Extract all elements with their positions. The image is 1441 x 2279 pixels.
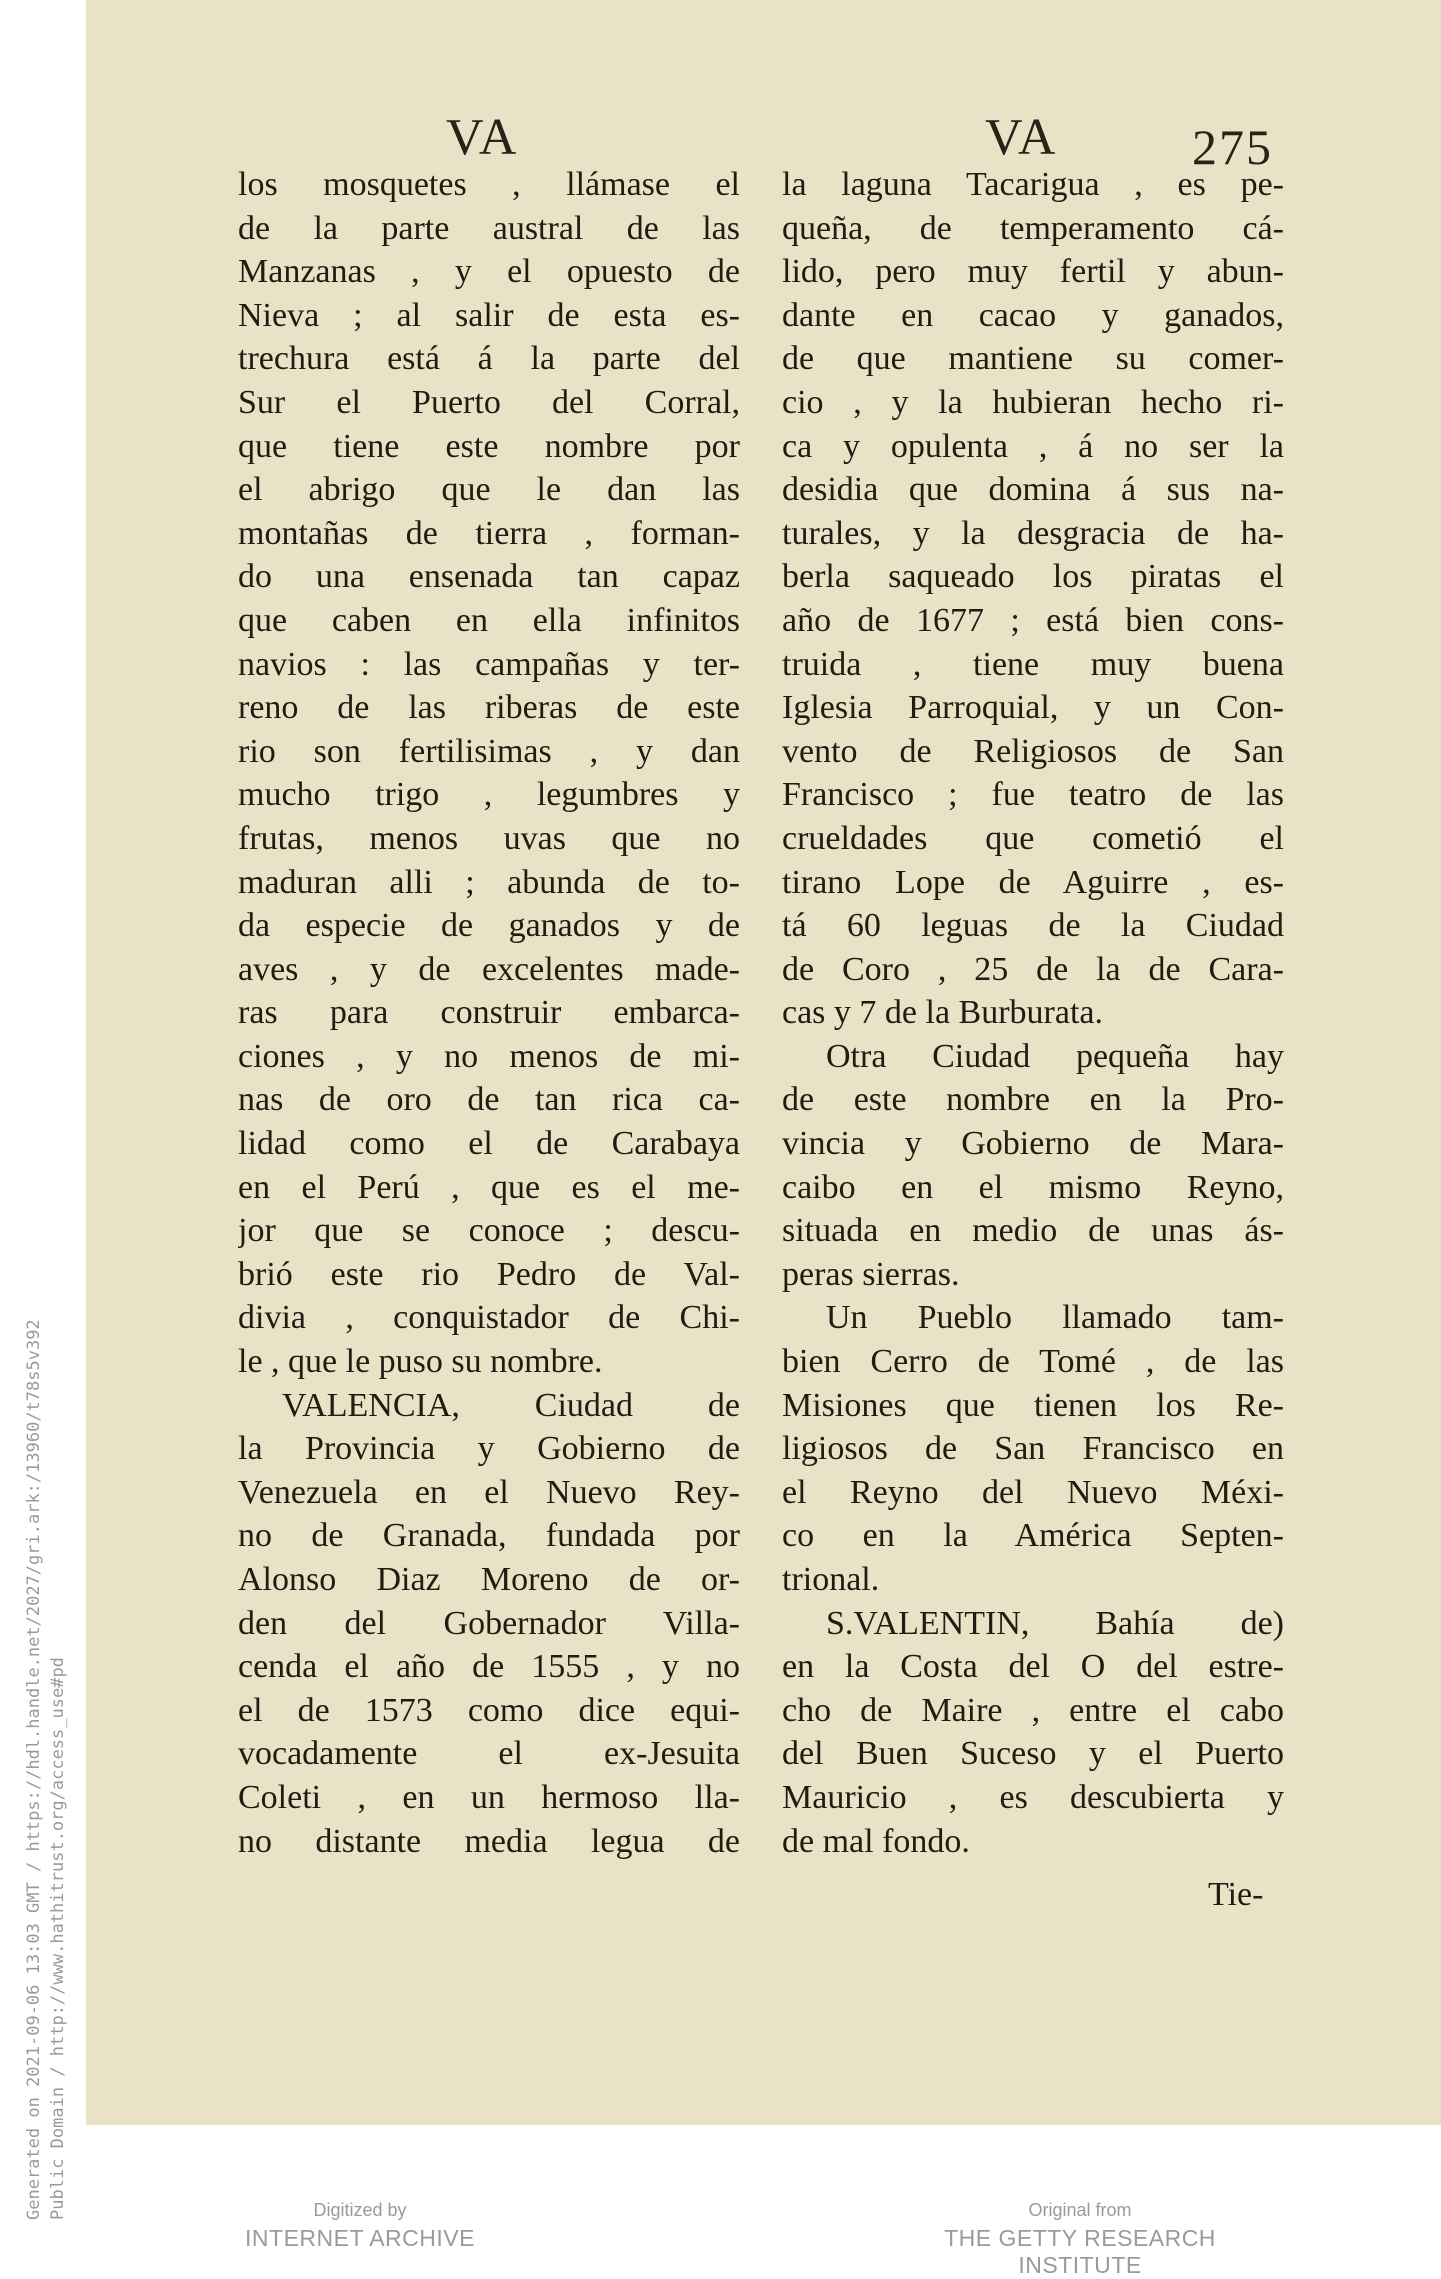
text-line: Mauricio , es descubierta y	[782, 1778, 1284, 1816]
text-line: lido, pero muy fertil y abun-	[782, 253, 1284, 291]
text-line: ligiosos de San Francisco en	[782, 1430, 1284, 1468]
text-line: no de Granada, fundada por	[238, 1517, 740, 1555]
original-from-label: Original from	[1028, 2200, 1132, 2220]
text-line: de este nombre en la Pro-	[782, 1081, 1284, 1119]
text-line: Un Pueblo llamado tam-	[826, 1299, 1284, 1337]
text-line: de la parte austral de las	[238, 209, 740, 247]
text-line: vincia y Gobierno de Mara-	[782, 1125, 1284, 1163]
text-line: brió este rio Pedro de Val-	[238, 1255, 740, 1293]
text-line: caibo en el mismo Reyno,	[782, 1168, 1284, 1206]
getty-institute-label: THE GETTY RESEARCH INSTITUTE	[944, 2225, 1216, 2278]
left-text-column	[238, 163, 740, 1863]
right-text-column	[782, 163, 1284, 1863]
text-line: maduran alli ; abunda de to-	[238, 863, 740, 901]
text-line: Nieva ; al salir de esta es-	[238, 296, 740, 334]
text-line: el Reyno del Nuevo Méxi-	[782, 1473, 1284, 1511]
text-line: Sur el Puerto del Corral,	[238, 383, 740, 421]
page-number: 275	[1192, 119, 1273, 175]
text-line: el de 1573 como dice equi-	[238, 1691, 740, 1729]
text-line: rio son fertilisimas , y dan	[238, 732, 740, 770]
entry-heading-line: S.VALENTIN, Bahía de)	[826, 1604, 1284, 1642]
text-line: la laguna Tacarigua , es pe-	[782, 166, 1284, 203]
text-line: ciones , y no menos de mi-	[238, 1037, 740, 1075]
text-line: del Buen Suceso y el Puerto	[782, 1735, 1284, 1773]
text-line: co en la América Septen-	[782, 1517, 1284, 1555]
text-line: tirano Lope de Aguirre , es-	[782, 863, 1284, 901]
watermark-line-2: Public Domain / http://www.hathitrust.org/access_use#pd	[48, 1657, 68, 2220]
text-line: vento de Religiosos de San	[782, 732, 1284, 770]
text-line: queña, de temperamento cá-	[782, 209, 1284, 247]
text-line: cio , y la hubieran hecho ri-	[782, 383, 1284, 421]
original-from-credit	[880, 2200, 1280, 2279]
digitized-by-credit	[230, 2200, 490, 2252]
text-line: bien Cerro de Tomé , de las	[782, 1343, 1284, 1381]
catchword: Tie-	[1208, 1876, 1264, 1913]
text-line: Francisco ; fue teatro de las	[782, 776, 1284, 814]
text-line: año de 1677 ; está bien cons-	[782, 601, 1284, 639]
text-line: aves , y de excelentes made-	[238, 950, 740, 988]
text-line: vocadamente el ex-Jesuita	[238, 1735, 740, 1773]
text-line: montañas de tierra , forman-	[238, 514, 740, 552]
text-line: berla saqueado los piratas el	[782, 558, 1284, 596]
text-line: no distante media legua de	[238, 1822, 740, 1860]
text-line: el abrigo que le dan las	[238, 471, 740, 509]
text-line: de Coro , 25 de la de Cara-	[782, 950, 1284, 988]
text-line: peras sierras.	[782, 1255, 960, 1293]
entry-heading-line: VALENCIA, Ciudad de	[282, 1386, 740, 1424]
text-line: ca y opulenta , á no ser la	[782, 427, 1284, 465]
text-line: nas de oro de tan rica ca-	[238, 1081, 740, 1119]
text-line: da especie de ganados y de	[238, 907, 740, 945]
right-running-head: VA	[985, 109, 1058, 166]
text-line: navios : las campañas y ter-	[238, 645, 740, 683]
text-line: tá 60 leguas de la Ciudad	[782, 907, 1284, 945]
text-line: Venezuela en el Nuevo Rey-	[238, 1473, 740, 1511]
text-line: los mosquetes , llámase el	[238, 166, 740, 203]
text-line: desidia que domina á sus na-	[782, 471, 1284, 509]
text-line: turales, y la desgracia de ha-	[782, 514, 1284, 552]
text-line: de mal fondo.	[782, 1822, 970, 1860]
text-line: jor que se conoce ; descu-	[238, 1212, 740, 1250]
text-line: Manzanas , y el opuesto de	[238, 253, 740, 291]
text-line: situada en medio de unas ás-	[782, 1212, 1284, 1250]
text-line: ras para construir embarca-	[238, 994, 740, 1032]
text-line: Otra Ciudad pequeña hay	[826, 1037, 1284, 1075]
text-line: que tiene este nombre por	[238, 427, 740, 465]
text-line: cho de Maire , entre el cabo	[782, 1691, 1284, 1729]
watermark-line-1: Generated on 2021-09-06 13:03 GMT / https://hdl.handle.net/2027/gri.ark:/13960/t78s5v392	[24, 1319, 44, 2220]
text-line: mucho trigo , legumbres y	[238, 776, 740, 814]
text-line: Iglesia Parroquial, y un Con-	[782, 689, 1284, 727]
digitized-by-label: Digitized by	[313, 2200, 407, 2220]
text-line: trional.	[782, 1561, 880, 1598]
text-line: cas y 7 de la Burburata.	[782, 994, 1103, 1032]
text-line: do una ensenada tan capaz	[238, 558, 740, 596]
text-line: frutas, menos uvas que no	[238, 819, 740, 857]
text-line: en la Costa del O del estre-	[782, 1648, 1284, 1686]
text-line: que caben en ella infinitos	[238, 601, 740, 639]
text-line: divia , conquistador de Chi-	[238, 1299, 740, 1337]
text-line: reno de las riberas de este	[238, 689, 740, 727]
text-line: cenda el año de 1555 , y no	[238, 1648, 740, 1686]
text-line: crueldades que cometió el	[782, 819, 1284, 857]
text-line: Misiones que tienen los Re-	[782, 1386, 1284, 1424]
internet-archive-label: INTERNET ARCHIVE	[245, 2225, 475, 2251]
text-line: lidad como el de Carabaya	[238, 1125, 740, 1163]
generation-watermark	[22, 1319, 70, 2220]
text-line: Coleti , en un hermoso lla-	[238, 1778, 740, 1816]
text-line: den del Gobernador Villa-	[238, 1604, 740, 1642]
text-line: truida , tiene muy buena	[782, 645, 1284, 683]
text-line: de que mantiene su comer-	[782, 340, 1284, 378]
text-line: la Provincia y Gobierno de	[238, 1430, 740, 1468]
text-line: dante en cacao y ganados,	[782, 296, 1284, 334]
text-line: le , que le puso su nombre.	[238, 1343, 603, 1381]
text-line: Alonso Diaz Moreno de or-	[238, 1561, 740, 1598]
text-line: trechura está á la parte del	[238, 340, 740, 378]
left-running-head: VA	[446, 109, 519, 166]
text-line: en el Perú , que es el me-	[238, 1168, 740, 1206]
